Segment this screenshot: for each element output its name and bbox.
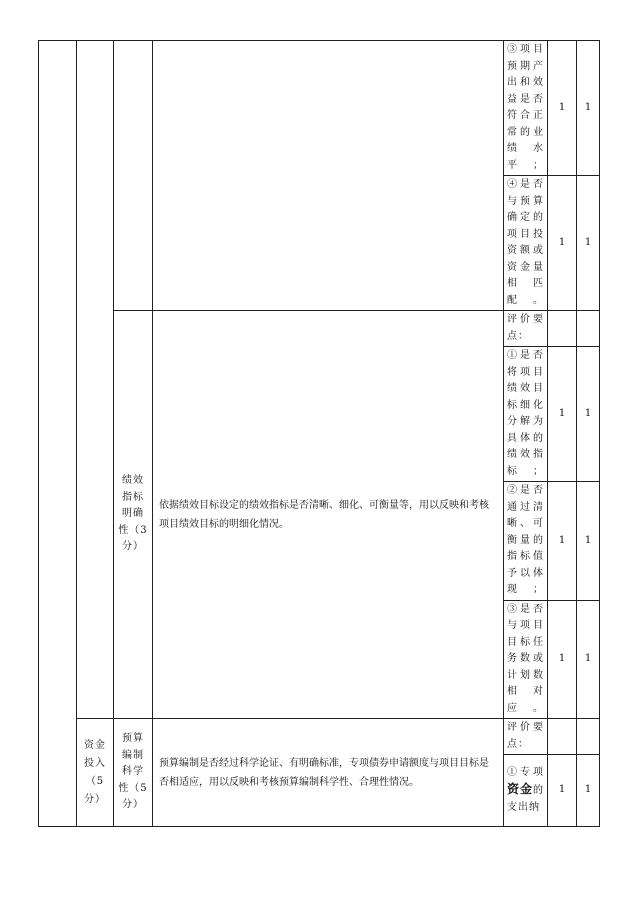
table-row bbox=[39, 311, 600, 347]
subcategory-cell-empty bbox=[77, 41, 114, 719]
funding-category-label: 资金投入（5分） bbox=[77, 719, 114, 827]
score-cell: 1 bbox=[548, 347, 577, 482]
point-prefix: ①专项 bbox=[507, 766, 544, 778]
evaluation-point: ②是否通过清晰、可衡量的指标值予以体现； bbox=[504, 482, 548, 601]
evaluation-table bbox=[38, 40, 600, 827]
evaluation-point bbox=[504, 755, 548, 827]
score-cell bbox=[548, 311, 577, 347]
actual-score-cell: 1 bbox=[577, 755, 600, 827]
actual-score-cell bbox=[577, 311, 600, 347]
actual-score-cell bbox=[577, 719, 600, 755]
evaluation-points-heading: 评价要点： bbox=[504, 311, 548, 347]
actual-score-cell: 1 bbox=[577, 41, 600, 176]
score-cell: 1 bbox=[548, 41, 577, 176]
evaluation-points-heading: 评价要点： bbox=[504, 719, 548, 755]
evaluation-point: ①是否将项目绩效目标细化分解为具体的绩效指标； bbox=[504, 347, 548, 482]
indicator-cell-empty bbox=[114, 41, 153, 311]
actual-score-cell: 1 bbox=[577, 600, 600, 719]
score-cell bbox=[548, 719, 577, 755]
actual-score-cell: 1 bbox=[577, 176, 600, 311]
actual-score-cell: 1 bbox=[577, 347, 600, 482]
budget-indicator-description: 预算编制是否经过科学论证、有明确标准，专项债券申请额度与项目目标是否相适应，用以反映和考核预算编制科学性、合理性情况。 bbox=[153, 719, 504, 827]
score-cell: 1 bbox=[548, 176, 577, 311]
evaluation-point: ④是否与预算确定的项目投资额或资金量相匹配。 bbox=[504, 176, 548, 311]
evaluation-point: ③项目预期产出和效益是否符合正常的业绩水平； bbox=[504, 41, 548, 176]
evaluation-point: ③是否与项目目标任务数或计划数相对应。 bbox=[504, 600, 548, 719]
description-cell-empty bbox=[153, 41, 504, 311]
point-suffix: 的支出纳 bbox=[507, 785, 545, 813]
score-cell: 1 bbox=[548, 482, 577, 601]
score-cell: 1 bbox=[548, 755, 577, 827]
indicator-description: 依据绩效目标设定的绩效指标是否清晰、细化、可衡量等，用以反映和考核项目绩效目标的明细化情况。 bbox=[153, 311, 504, 719]
table-row bbox=[39, 41, 600, 176]
table-row bbox=[39, 719, 600, 755]
score-cell: 1 bbox=[548, 600, 577, 719]
indicator-label: 绩效指标明确性（3分） bbox=[114, 311, 153, 719]
actual-score-cell: 1 bbox=[577, 482, 600, 601]
point-emphasis: 资金 bbox=[507, 782, 534, 797]
category-cell-empty bbox=[39, 41, 77, 827]
budget-indicator-label: 预算编制科学性（5分） bbox=[114, 719, 153, 827]
